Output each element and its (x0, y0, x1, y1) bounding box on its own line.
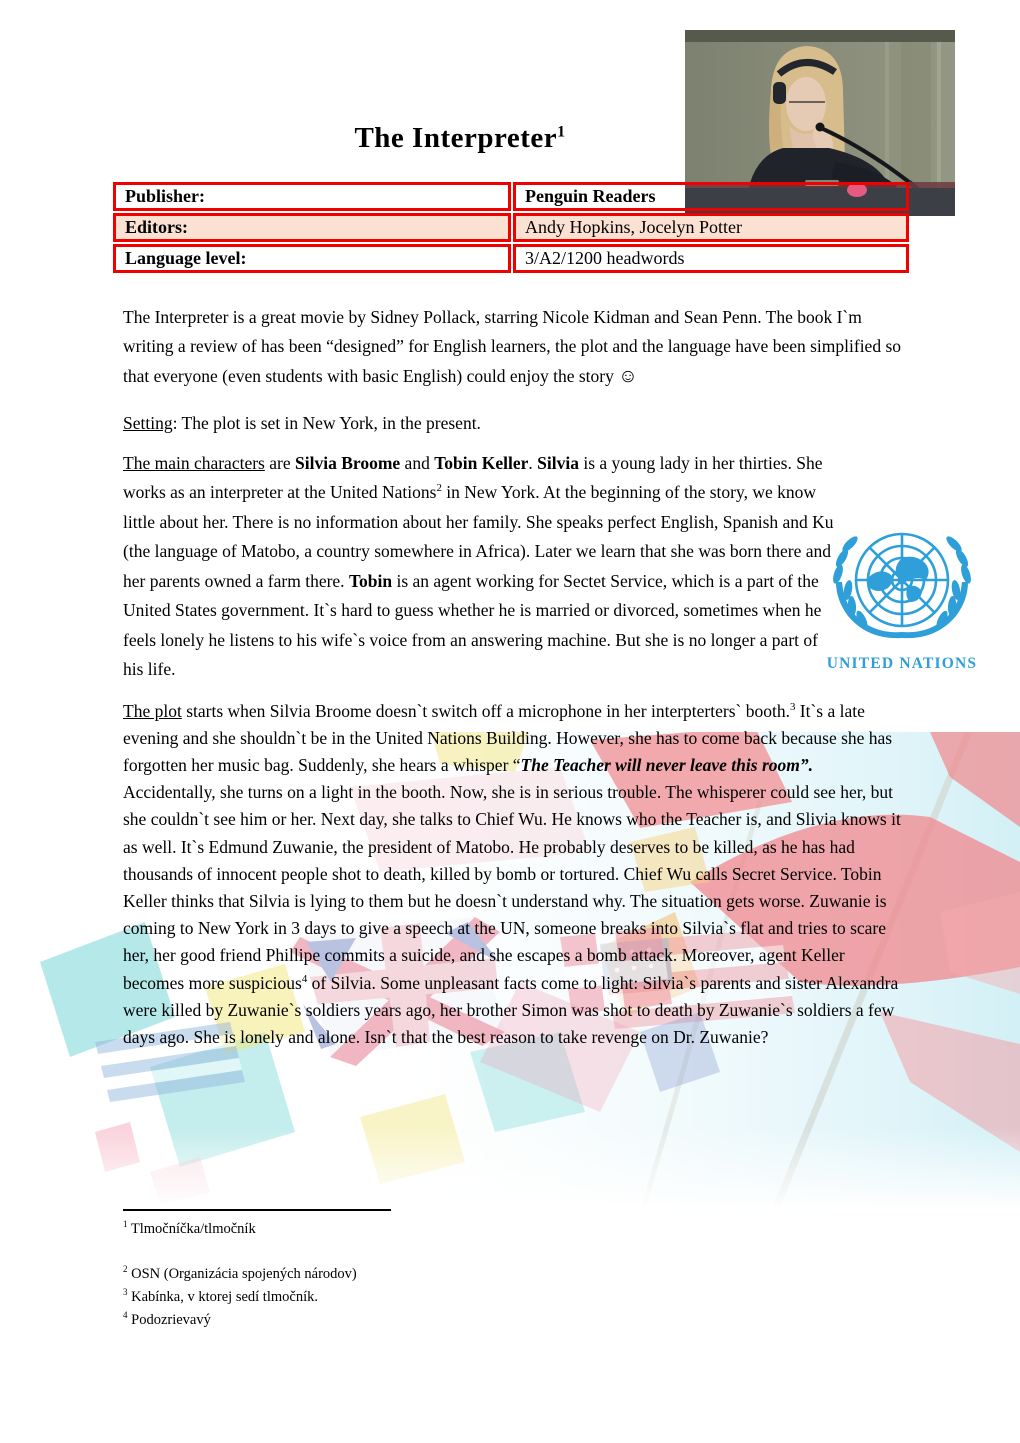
footnote-separator (123, 1209, 391, 1211)
title-text: The Interpreter (354, 122, 558, 154)
setting-paragraph: Setting: The plot is set in New York, in the present. (123, 413, 481, 434)
footnote-item-1 (123, 1218, 391, 1241)
footnote-ref: 3 (123, 1287, 128, 1298)
plot-paragraph: The plot starts when Silvia Broome doesn`t switch off a microphone in her interpterters` booth.$^3$ It`s a late evening and she shouldn`t be in the United Nations Building. However, she has to come back because she has forgotten her music bag. Suddenly, she hears a whisper “The Teacher will never leave this room”. Accidentally, she turns on a light in the booth. Now, she is in serious trouble. The whisperer could see her, but she couldn`t see him or her. Next day, she talks to Chief Wu. He knows who the Teacher is, and Slivia knows it as well. It`s Edmund Zuwanie, the president of Matobo. He probably deserves to be killed, as he has had thousands of innocent people shot to death, killed by bomb or tortured. Chief Wu calls Secret Service. Tobin Keller thinks that Silvia is lying to them but he doesn`t understand why. The situation gets worse. Zuwanie is coming to New York in 3 days to give a speech at the UN, someone breaks into Silvia`s flat and tries to scare her, her good friend Phillipe commits a suicide, and she escapes a bomb attack. Moreover, agent Keller becomes more suspicious$^4$ of Silvia. Some unpleasant facts come to light: Silvia`s parents and sister Alexandra were killed by Zuwanie`s soldiers years ago, her brother Simon was shot to death by Zuwanie`s soldiers a few days ago. She is lonely and alone. Isn`t that the best reason to take revenge on Dr. Zuwanie? (123, 700, 901, 1048)
table-row-publisher (113, 182, 909, 211)
editors-value-cell: Andy Hopkins, Jocelyn Potter (513, 213, 909, 242)
table-row-editors (113, 213, 909, 242)
un-caption: UNITED NATIONS (826, 655, 978, 672)
book-info-table (111, 180, 911, 275)
publisher-label-cell: Publisher: (113, 182, 511, 211)
footnote-ref: 2 (123, 1264, 128, 1275)
review-body (123, 303, 903, 1051)
footnotes-section (123, 1209, 391, 1332)
table-row-language-level (113, 244, 909, 273)
footnote-item-2 (123, 1263, 391, 1286)
footnote-ref: 1 (123, 1219, 128, 1230)
footnote-item-3 (123, 1286, 391, 1309)
footnote-ref: 4 (123, 1310, 128, 1321)
page-title (0, 122, 920, 155)
characters-paragraph: The main characters are Silvia Broome and Tobin Keller. Silvia is a young lady in her thirties. She works as an interpreter at the United Nations$^2$ in New York. At the beginning of the story, we know little about her. There is no information about her family. She speaks perfect English, Spanish and Ku (the language of Matobo, a country somewhere in Africa). Later we learn that she was born there and her parents owned a farm there. Tobin is an agent working for Sectet Service, which is a part of the United States government. It`s hard to guess whether he is married or divorced, sometimes when he feels lonely he listens to his wife`s voice from an answering machine. But she is no longer a part of his life. (123, 452, 834, 680)
footnote-text: OSN (Organizácia spojených národov) (131, 1266, 357, 1282)
publisher-value-cell: Penguin Readers (513, 182, 909, 211)
language-level-value-cell: 3/A2/1200 headwords (513, 244, 909, 273)
footnote-text: Kabínka, v ktorej sedí tlmočník. (131, 1289, 318, 1305)
editors-label-cell: Editors: (113, 213, 511, 242)
footnote-text: Podozrievavý (131, 1312, 211, 1328)
footnote-item-4 (123, 1309, 391, 1332)
intro-paragraph: The Interpreter is a great movie by Sidney Pollack, starring Nicole Kidman and Sean Penn. The book I`m writing a review of has been “designed” for English learners, the plot and the language have been simplified so that everyone (even students with basic English) could enjoy the story ☺ (123, 307, 902, 387)
footnote-text: Tlmočníčka/tlmočník (130, 1221, 256, 1237)
language-level-label-cell: Language level: (113, 244, 511, 273)
title-footnote-ref: 1 (557, 123, 566, 141)
